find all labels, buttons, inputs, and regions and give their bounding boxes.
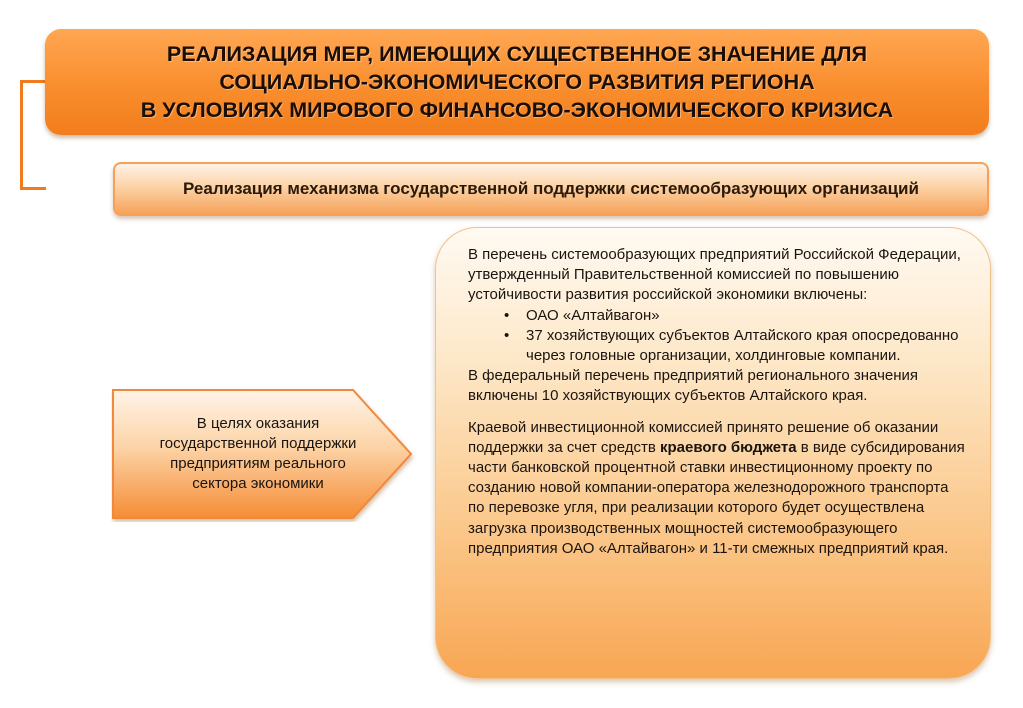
goal-line-1: В целях оказания	[196, 415, 320, 432]
details-panel	[435, 227, 991, 679]
connector-line	[20, 80, 46, 190]
list-item	[504, 326, 968, 366]
title-line-2: СОЦИАЛЬНО-ЭКОНОМИЧЕСКОГО РАЗВИТИЯ РЕГИОНА	[219, 70, 815, 94]
title-line-1: РЕАЛИЗАЦИЯ МЕР, ИМЕЮЩИХ СУЩЕСТВЕННОЕ ЗНАЧЕНИЕ ДЛЯ	[166, 42, 868, 66]
goal-line-2: государственной поддержки	[159, 435, 357, 452]
list-item-text: ОАО «Алтайвагон»	[526, 306, 660, 324]
details-intro: В перечень системообразующих предприятий Российской Федерации, утвержденный Правительственной комиссией по повышению устойчивости развития российской экономики включены:	[468, 246, 961, 304]
goal-line-4: сектора экономики	[192, 475, 324, 492]
regional-budget-emphasis: краевого бюджета	[660, 438, 797, 456]
bullet-icon: •	[504, 306, 510, 324]
subtitle-box	[113, 162, 989, 216]
list-item	[504, 306, 968, 326]
bullet-icon: •	[504, 326, 510, 344]
enterprise-list	[468, 306, 968, 367]
investment-decision-text	[468, 418, 968, 559]
title-banner	[45, 29, 989, 135]
goal-arrow-shape	[111, 388, 416, 522]
investment-text-start: Краевой инвестиционной комиссией принято решение об оказании поддержки за счет средств	[468, 418, 939, 456]
goal-text	[121, 414, 395, 494]
investment-text-end: в виде субсидирования части банковской процентной ставки инвестиционному проекту по созданию новой компании-оператора железнодорожного транспорта по перевозке угля, при реализации которого будет осуществлена загрузка производственных мощностей системообразующего предприятия ОАО «Алтайвагон» и 11-ти смежных предприятий края.	[468, 438, 965, 557]
title-line-3: В УСЛОВИЯХ МИРОВОГО ФИНАНСОВО-ЭКОНОМИЧЕСКОГО КРИЗИСА	[140, 98, 894, 122]
details-content	[468, 245, 968, 559]
subtitle-text: Реализация механизма государственной поддержки системообразующих организаций	[183, 179, 919, 198]
federal-list-text: В федеральный перечень предприятий регионального значения включены 10 хозяйствующих субъектов Алтайского края.	[468, 367, 919, 405]
goal-line-3: предприятиям реального	[170, 455, 346, 472]
list-item-text: 37 хозяйствующих субъектов Алтайского края опосредованно через головные организации, холдинговые компании.	[526, 326, 959, 365]
